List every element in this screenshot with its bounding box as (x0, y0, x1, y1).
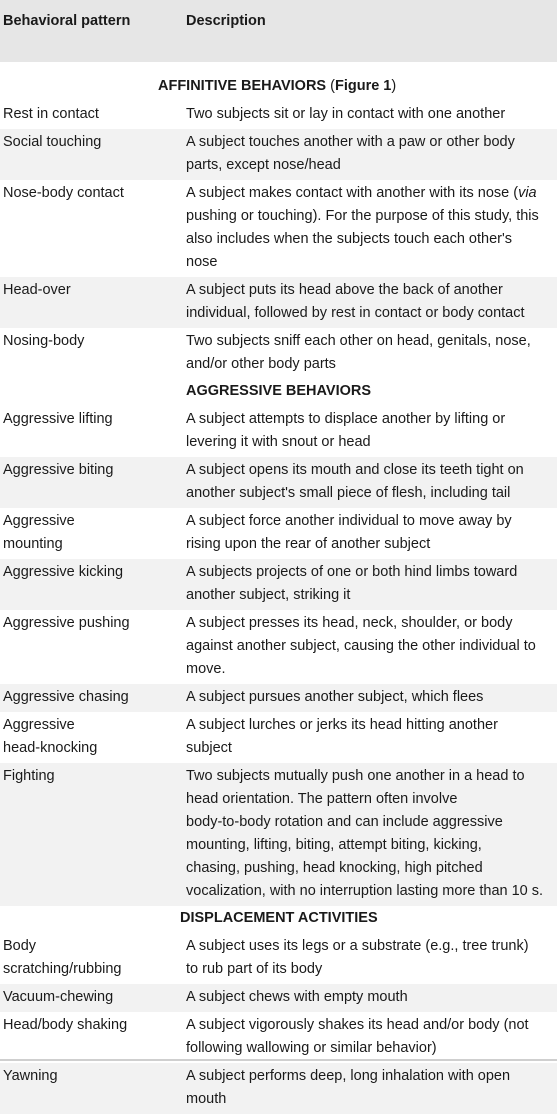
description-line: pushing or touching). For the purpose of this study, this (186, 208, 539, 224)
description-cell (186, 279, 554, 325)
description-cell (186, 935, 554, 981)
description-line: body-to-body rotation and can include aggressive (186, 814, 503, 830)
section-title-text: AGGRESSIVE BEHAVIORS (186, 383, 372, 399)
behavioral-pattern-cell (3, 459, 178, 482)
behavioral-pattern-cell (3, 408, 178, 431)
table-row (0, 933, 557, 984)
table-row (0, 406, 557, 457)
description-line: against another subject, causing the other individual to (186, 638, 536, 654)
description-line: A subject chews with empty mouth (186, 989, 408, 1005)
description-cell (186, 561, 554, 607)
section-heading (0, 380, 557, 403)
section-title (180, 907, 378, 930)
description-line: move. (186, 661, 226, 677)
description-line: A subject puts its head above the back of another (186, 282, 503, 298)
description-cell (186, 986, 554, 1009)
pattern-line: Nosing-body (3, 333, 85, 349)
description-line: head orientation. The pattern often involve (186, 791, 458, 807)
pattern-line: Yawning (3, 1068, 58, 1084)
table-row (0, 984, 557, 1012)
description-line: mounting, lifting, biting, attempt biting, kicking, (186, 837, 482, 853)
description-cell (186, 131, 554, 177)
table-row (0, 684, 557, 712)
pattern-line: Head/body shaking (3, 1017, 128, 1033)
section-heading (0, 75, 557, 98)
description-line: A subject touches another with a paw or other body (186, 134, 515, 150)
section-title-text: AFFINITIVE BEHAVIORS (158, 78, 327, 94)
behavioral-pattern-cell (3, 561, 178, 584)
behavioral-pattern-cell (3, 935, 178, 981)
description-line: A subject performs deep, long inhalation with open (186, 1068, 511, 1084)
table-row (0, 180, 557, 277)
description-cell (186, 459, 554, 505)
pattern-line: Body (3, 938, 37, 954)
header-description: Description (186, 13, 266, 29)
description-line (186, 182, 554, 205)
behavioral-pattern-cell (3, 1014, 178, 1037)
description-line: to rub part of its body (186, 961, 323, 977)
behavioral-pattern-cell (3, 612, 178, 635)
section-title (158, 75, 396, 98)
behavioral-pattern-cell (3, 103, 178, 126)
behavioral-pattern-cell (3, 1065, 178, 1088)
pattern-line: Aggressive chasing (3, 689, 129, 705)
section-title-text: DISPLACEMENT ACTIVITIES (180, 910, 378, 926)
description-line: subject (186, 740, 232, 756)
table-row (0, 1012, 557, 1063)
description-line: rising upon the rear of another subject (186, 536, 431, 552)
pattern-line: Aggressive (3, 717, 75, 733)
behavioral-pattern-cell (3, 330, 178, 353)
description-line: A subject presses its head, neck, shoulder, or body (186, 615, 513, 631)
description-line: Two subjects mutually push one another in a head to (186, 768, 525, 784)
table-row (0, 610, 557, 684)
description-line: A subject attempts to displace another by lifting or (186, 411, 506, 427)
description-cell (186, 510, 554, 556)
description-line: parts, except nose/head (186, 157, 341, 173)
description-line: levering it with snout or head (186, 434, 371, 450)
table-row (0, 277, 557, 328)
description-line: A subject uses its legs or a substrate (e.g., tree trunk) (186, 938, 529, 954)
table-row (0, 712, 557, 763)
description-line: following wallowing or similar behavior) (186, 1040, 437, 1056)
behavioral-pattern-cell (3, 986, 178, 1009)
description-line: mouth (186, 1091, 227, 1107)
description-cell (186, 765, 554, 903)
section-heading (0, 907, 557, 930)
description-line: also includes when the subjects touch each other's (186, 231, 512, 247)
section-ref-close: ) (391, 78, 397, 94)
table-row (0, 129, 557, 180)
section-ref-open: ( (326, 78, 335, 94)
description-cell (186, 714, 554, 760)
table-row (0, 763, 557, 906)
description-cell (186, 686, 554, 709)
description-cell (186, 103, 554, 126)
description-line: chasing, pushing, head knocking, high pitched (186, 860, 483, 876)
pattern-line: Aggressive (3, 513, 75, 529)
pattern-line: Aggressive pushing (3, 615, 130, 631)
table-row (0, 508, 557, 559)
description-line: individual, followed by rest in contact or body contact (186, 305, 525, 321)
description-line: A subject opens its mouth and close its teeth tight on (186, 462, 524, 478)
behavioral-pattern-cell (3, 182, 178, 205)
description-line: another subject's small piece of flesh, including tail (186, 485, 511, 501)
pattern-line: Aggressive biting (3, 462, 114, 478)
description-cell (186, 1014, 554, 1060)
table-row (0, 1063, 557, 1114)
description-line: Two subjects sniff each other on head, genitals, nose, (186, 333, 531, 349)
pattern-line: scratching/rubbing (3, 961, 122, 977)
description-line: A subject vigorously shakes its head and/or body (not (186, 1017, 529, 1033)
pattern-line: Fighting (3, 768, 55, 784)
description-cell (186, 182, 554, 274)
behavioral-pattern-cell (3, 714, 178, 760)
description-cell (186, 408, 554, 454)
description-cell (186, 1065, 554, 1111)
behavioral-pattern-cell (3, 686, 178, 709)
pattern-line: Nose-body contact (3, 185, 124, 201)
description-line: Two subjects sit or lay in contact with one another (186, 106, 506, 122)
pattern-line: Head-over (3, 282, 71, 298)
description-cell (186, 612, 554, 681)
pattern-line: head-knocking (3, 740, 98, 756)
description-line: A subject lurches or jerks its head hitting another (186, 717, 498, 733)
pattern-line: Rest in contact (3, 106, 99, 122)
description-line: A subject pursues another subject, which flees (186, 689, 484, 705)
figure-ref-link[interactable]: Figure 1 (334, 78, 392, 94)
behavioral-pattern-cell (3, 131, 178, 154)
table-row (0, 559, 557, 610)
pattern-line: Social touching (3, 134, 102, 150)
description-line: and/or other body parts (186, 356, 336, 372)
table-row (0, 328, 557, 379)
description-line: nose (186, 254, 218, 270)
description-line: A subject force another individual to move away by (186, 513, 512, 529)
description-italic: via (518, 185, 537, 201)
description-text: A subject makes contact with another with its nose ( (186, 185, 519, 201)
section-title (186, 380, 371, 403)
table-row (0, 101, 557, 129)
description-line: vocalization, with no interruption lasting more than 10 s. (186, 883, 544, 899)
behavioral-pattern-cell (3, 765, 178, 788)
header-behavioral-pattern: Behavioral pattern (3, 13, 131, 29)
description-line: another subject, striking it (186, 587, 351, 603)
pattern-line: Aggressive kicking (3, 564, 124, 580)
pattern-line: mounting (3, 536, 63, 552)
pattern-line: Aggressive lifting (3, 411, 113, 427)
description-line: A subjects projects of one or both hind limbs toward (186, 564, 518, 580)
behavioral-pattern-cell (3, 279, 178, 302)
table-header (0, 0, 557, 62)
description-cell (186, 330, 554, 376)
pattern-line: Vacuum-chewing (3, 989, 114, 1005)
table-row (0, 457, 557, 508)
behavioral-pattern-cell (3, 510, 178, 556)
